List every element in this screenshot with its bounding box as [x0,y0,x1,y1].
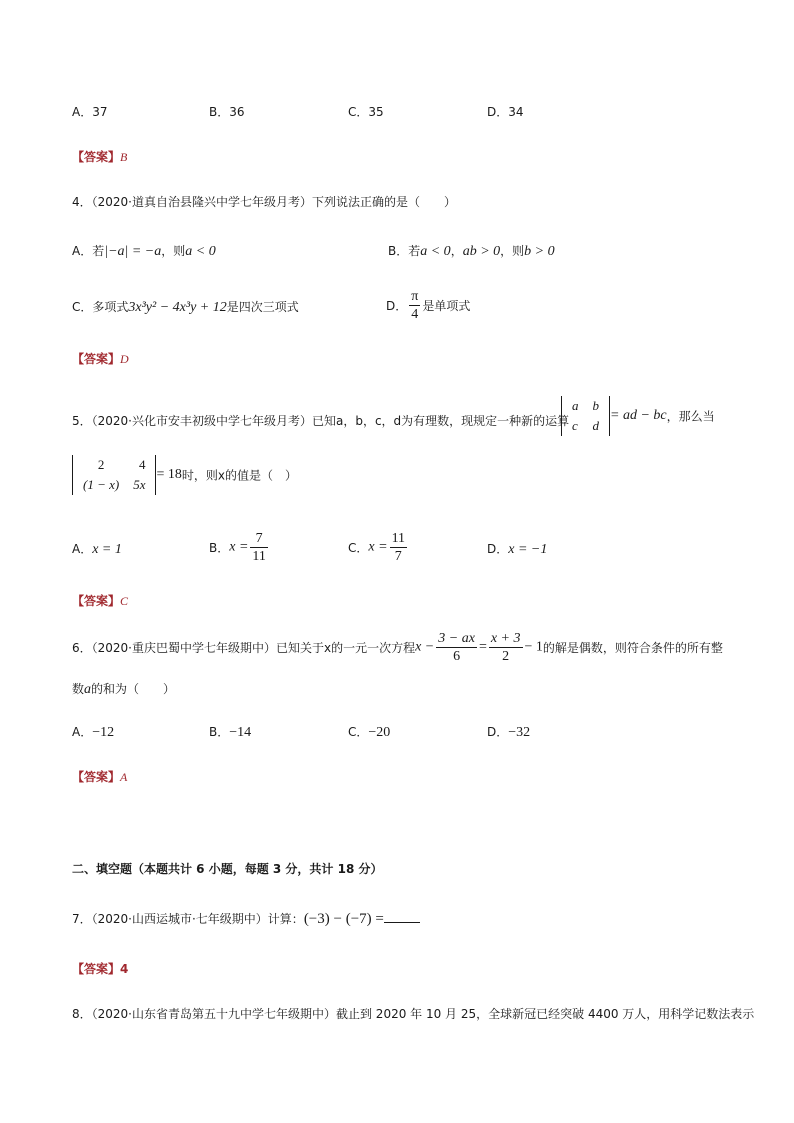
q3-option-b: B．36 [209,105,245,119]
math-expr: b > 0 [524,244,555,259]
answer-label: 【答案】 [72,962,121,976]
fraction-denominator: 6 [453,649,461,664]
answer-label: 【答案】 [72,594,121,608]
answer-label: 【答案】 [72,770,121,784]
q5-definition [561,396,715,436]
answer-label: 【答案】 [72,352,121,366]
q6-option-d [487,723,530,741]
q4-option-d [386,288,470,323]
math-expr: |−a| = −a [104,244,162,259]
stem-text: 的和为（ ） [91,682,176,696]
q3-option-a: A．37 [72,105,108,119]
answer-label: 【答案】 [72,150,121,164]
fraction [409,288,420,323]
q5-option-c [348,530,409,565]
math-expr: x = [368,539,388,555]
q7-answer [72,960,128,977]
option-text: 是单项式 [422,299,471,313]
matrix-cell: 4 [138,457,146,472]
math-expr: = [478,639,487,655]
math-expr: = ad − bc [610,408,667,423]
stem-text: 6．（2020·重庆巴蜀中学七年级期中）已知关于x的一元一次方程 [72,641,416,655]
option-label: D． [386,299,408,313]
option-label: C． [348,725,369,739]
fraction [390,530,407,565]
option-text: ，则 [500,244,525,258]
option-value: −32 [508,725,531,740]
option-text: ，则 [161,244,186,258]
fraction [489,630,523,665]
math-expr: = 18 [156,467,182,482]
stem-text: 时，则x的值是（ ） [181,468,297,483]
fraction-numerator: 7 [250,530,267,548]
fraction-denominator: 7 [394,549,402,564]
math-expr: x = [229,539,249,555]
option-label: D． [487,725,509,739]
fraction-numerator: π [411,289,419,304]
matrix-cell: b [592,398,599,413]
answer-value: 4 [120,962,129,976]
option-text: ， [450,244,463,258]
q8-stem: 8．（2020·山东省青岛第五十九中学七年级期中）截止到 2020 年 10 月 25，全球新冠已经突破 4400 万人，用科学记数法表示 [72,1007,755,1021]
option-value: −12 [92,725,115,740]
option-label: B． [209,541,230,555]
q3-option-c: C．35 [348,105,384,119]
option-label: C． [348,541,369,555]
math-expr: 3x³y² − 4x³y + 12 [128,300,227,315]
fraction [436,630,477,665]
q7-stem [72,910,420,928]
section-title: 二、填空题（本题共计 6 小题，每题 3 分，共计 18 分） [72,862,383,876]
q3-option-d: D．34 [487,105,524,119]
option-label: A． [72,542,93,556]
matrix-cell: d [592,418,599,433]
q5-option-d [487,540,547,558]
q5-answer [72,592,128,609]
matrix-cell: 2 [97,457,105,472]
option-label: A． [72,725,93,739]
math-expr: a < 0 [420,244,451,259]
fraction-denominator: 4 [411,307,419,322]
answer-value: C [120,594,129,608]
option-label: A．若 [72,244,105,258]
math-var: a [84,682,92,697]
q6-option-a [72,723,114,741]
q6-stem-line2 [72,680,175,698]
q5-condition [72,455,297,495]
math-expr: x = 1 [92,542,122,557]
stem-text: 7．（2020·山西运城市·七年级期中）计算： [72,912,304,926]
stem-text: ，那么当 [666,409,715,424]
option-label: B． [209,725,230,739]
math-expr: ab > 0 [462,244,501,259]
fraction-numerator: 3 − ax [438,631,475,646]
answer-value: D [120,352,129,366]
option-label: C．多项式 [72,300,129,314]
option-label: D． [487,542,509,556]
stem-text: 数 [72,682,85,696]
determinant [561,396,610,436]
q5-option-b [209,530,270,565]
q6-option-b [209,723,251,741]
matrix-cell: 5x [133,477,146,492]
stem-text: 的解是偶数，则符合条件的所有整 [542,641,723,655]
math-expr: x = −1 [508,542,548,557]
fraction-denominator: 2 [502,649,510,664]
option-value: −20 [368,725,391,740]
option-text: 是四次三项式 [226,300,299,314]
matrix-cell: c [572,418,578,433]
q4-answer [72,350,129,367]
q6-option-c [348,723,390,741]
matrix-cell: a [572,398,579,413]
q3-answer [72,148,127,165]
q4-option-a [72,242,216,260]
fraction [250,530,267,565]
fraction-denominator: 11 [252,549,266,564]
matrix-cell: (1 − x) [83,477,120,492]
math-expr: − 1 [524,639,543,655]
math-expr: a < 0 [185,244,216,259]
option-value: −14 [229,725,252,740]
q4-stem: 4．（2020·道真自治县隆兴中学七年级月考）下列说法正确的是（ ） [72,195,456,209]
fraction-numerator: 11 [391,531,406,546]
q6-stem-line1 [72,630,723,665]
q5-option-a [72,540,122,558]
answer-value: B [120,150,128,164]
q6-answer [72,768,127,785]
q4-option-b [388,242,555,260]
answer-blank [384,910,420,923]
math-expr: x − [415,639,435,655]
math-expr: (−3) − (−7) = [303,911,384,927]
determinant [72,455,156,495]
option-label: B．若 [388,244,421,258]
q4-option-c [72,298,299,316]
fraction-numerator: x + 3 [490,631,521,646]
answer-value: A [120,770,128,784]
q5-stem: 5．（2020·兴化市安丰初级中学七年级月考）已知a，b，c，d为有理数，现规定一种新的运算 [72,414,570,428]
